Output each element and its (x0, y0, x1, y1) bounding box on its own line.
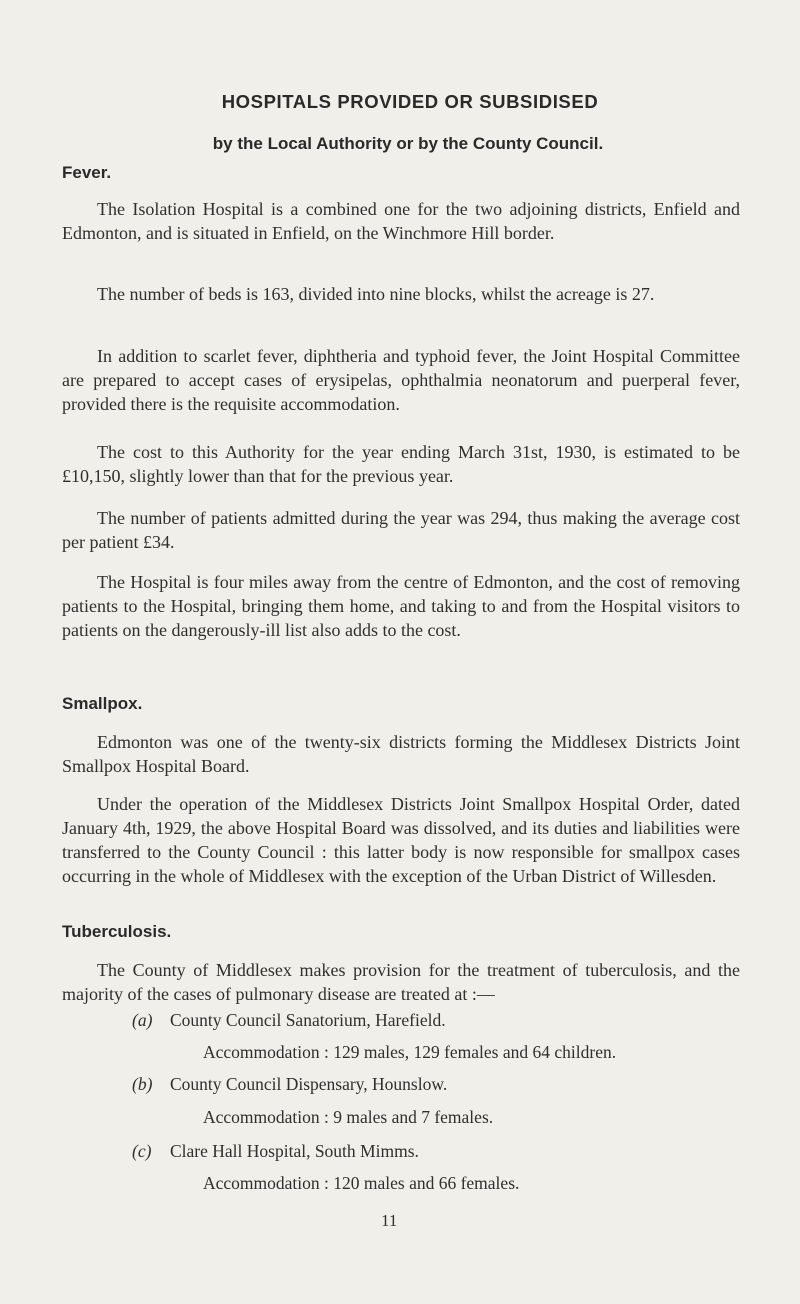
section-heading-fever: Fever. (62, 163, 112, 182)
list-marker: (a) (132, 1010, 153, 1030)
paragraph: The Isolation Hospital is a combined one for the two adjoining districts, Enfield and Edmonton, and is situated in Enfield, on the Winchmore Hill border. (62, 199, 740, 243)
paragraph: Under the operation of the Middlesex Districts Joint Smallpox Hospital Order, dated January 4th, 1929, the above Hospital Board was dissolved, and its duties and liabilities were transferred to the County Council : this latter body is now responsible for smallpox cases occurring in the whole of Middlesex with the exception of the Urban District of Willesden. (62, 794, 740, 886)
list-marker: (c) (132, 1141, 152, 1161)
paragraph: The Hospital is four miles away from the centre of Edmonton, and the cost of removing patients to the Hospital, bringing them home, and taking to and from the Hospital visitors to patients on the dangerously-ill list also adds to the cost. (62, 572, 740, 640)
page-title: HOSPITALS PROVIDED OR SUBSIDISED (221, 91, 599, 112)
page-subtitle: by the Local Authority or by the County Council. (212, 134, 604, 153)
list-marker: (b) (132, 1074, 153, 1094)
accommodation-text: Accommodation : 129 males, 129 females and 64 children. (203, 1042, 617, 1062)
paragraph: The cost to this Authority for the year ending March 31st, 1930, is estimated to be £10,150, slightly lower than that for the previous year. (62, 442, 740, 486)
list-item-name: Clare Hall Hospital, South Mimms. (170, 1141, 419, 1161)
page-number: 11 (381, 1211, 398, 1230)
accommodation-text: Accommodation : 9 males and 7 females. (203, 1107, 494, 1127)
list-item-name: County Council Dispensary, Hounslow. (170, 1074, 448, 1094)
paragraph: The number of patients admitted during the year was 294, thus making the average cost per patient £34. (62, 508, 740, 552)
paragraph: The number of beds is 163, divided into nine blocks, whilst the acreage is 27. (97, 284, 655, 304)
paragraph: In addition to scarlet fever, diphtheria and typhoid fever, the Joint Hospital Committee are prepared to accept cases of erysipelas, ophthalmia neonatorum and puerperal fever, provided there is the requisite accommodation. (62, 346, 740, 414)
accommodation-text: Accommodation : 120 males and 66 females. (203, 1173, 520, 1193)
paragraph: Edmonton was one of the twenty-six districts forming the Middlesex Districts Joint Smallpox Hospital Board. (62, 732, 740, 776)
paragraph: The County of Middlesex makes provision for the treatment of tuberculosis, and the majority of the cases of pulmonary disease are treated at :— (62, 960, 740, 1004)
list-item-name: County Council Sanatorium, Harefield. (170, 1010, 446, 1030)
section-heading-smallpox: Smallpox. (62, 694, 143, 713)
section-heading-tuberculosis: Tuberculosis. (62, 922, 172, 941)
